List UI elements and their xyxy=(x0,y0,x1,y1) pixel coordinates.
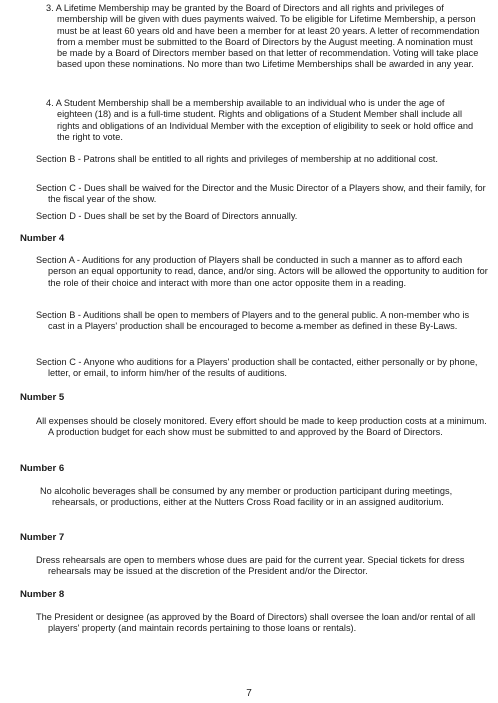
page-number: 7 xyxy=(246,688,252,699)
section-c-dues-waived: Section C - Dues shall be waived for the Director and the Music Director of a Players show, and their family, for the fiscal year of the show. xyxy=(36,183,486,205)
number-5-heading: Number 5 xyxy=(20,392,65,403)
lifetime-membership-item: 3. A Lifetime Membership may be granted by the Board of Directors and all rights and privileges of membership will be given with dues payments waived. To be eligible for Lifetime Membership, a person must be at least 60 years old and have been a member for at least 20 years. A letter of recommendation from a member must be submitted to the Board of Directors by the August meeting. A nomination must be made by a Board of Directors member based on that letter of recommendation. Voting will take place based upon these nominations. No more than two Lifetime Memberships shall be awarded in any year. xyxy=(46,3,480,70)
property-loan-paragraph: The President or designee (as approved by the Board of Directors) shall oversee the loan and/or rental of all players' property (and maintain records pertaining to those loans or rentals). xyxy=(36,612,476,634)
number-8-heading: Number 8 xyxy=(20,589,65,600)
auditions-section-b: Section B - Auditions shall be open to members of Players and to the general public. A non-member who is cast in a Players' production shall be encouraged to become a̵ member as defined in these By-Laws. xyxy=(36,310,470,332)
section-b-patrons: Section B - Patrons shall be entitled to all rights and privileges of membership at no additional cost. xyxy=(36,154,438,164)
expenses-paragraph: All expenses should be closely monitored. Every effort should be made to keep production costs at a minimum. A production budget for each show must be submitted to and approved by the Board of Directors. xyxy=(36,416,487,438)
number-4-heading: Number 4 xyxy=(20,233,65,244)
student-membership-item: 4. A Student Membership shall be a membership available to an individual who is under the age of eighteen (18) and is a full-time student. Rights and obligations of a Student Member shall include all rights and obligations of an Individual Member with the exception of eligibility to seek or hold office and the right to vote. xyxy=(46,98,474,142)
dress-rehearsal-paragraph: Dress rehearsals are open to members whose dues are paid for the current year. Special tickets for dress rehearsals may be issued at the discretion of the President and/or the Director. xyxy=(36,555,465,577)
number-6-heading: Number 6 xyxy=(20,463,65,474)
alcohol-policy-paragraph: No alcoholic beverages shall be consumed by any member or production participant during meetings, rehearsals, or productions, either at the Nutters Cross Road facility or in an assigned auditorium. xyxy=(40,486,453,508)
auditions-section-a: Section A - Auditions for any production of Players shall be conducted in such a manner as to afford each person an equal opportunity to read, dance, and/or sing. Actors will be allowed the opportunity to audition for the role of their choice and interact with more than one actor opposite them in a reading. xyxy=(36,255,488,288)
auditions-section-c: Section C - Anyone who auditions for a Players' production shall be contacted, either personally or by phone, letter, or email, to inform him/her of the results of auditions. xyxy=(36,357,478,379)
section-d-dues-set: Section D - Dues shall be set by the Board of Directors annually. xyxy=(36,211,298,221)
number-7-heading: Number 7 xyxy=(20,532,65,543)
